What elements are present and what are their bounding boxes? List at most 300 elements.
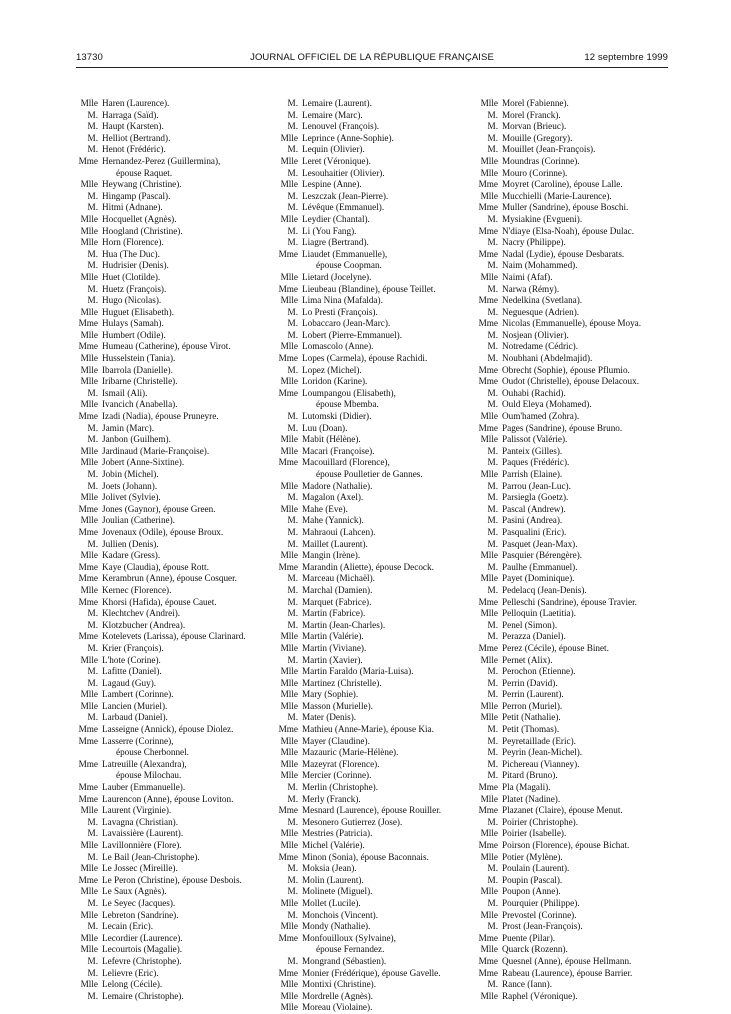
person-name: Pasquier (Bérengère).	[502, 550, 583, 561]
civility-title: M.	[487, 492, 498, 503]
name-entry	[276, 1002, 476, 1014]
person-name: Nadal (Lydie), épouse Desbarats.	[502, 248, 625, 259]
civility-title: M.	[487, 816, 498, 827]
person-name: Kernec (Florence).	[102, 584, 172, 595]
person-name: Izadi (Nadia), épouse Pruneyre.	[102, 411, 219, 422]
civility-title: Mlle	[480, 793, 498, 804]
name-entry	[76, 550, 276, 562]
person-name: épouse Fernandez.	[316, 944, 385, 955]
civility-title: M.	[287, 782, 298, 793]
person-name: Monfouilloux (Sylvaine),	[302, 932, 396, 943]
civility-title: M.	[287, 364, 298, 375]
civility-title: M.	[287, 144, 298, 155]
name-entry	[476, 121, 676, 133]
civility-title: M.	[487, 677, 498, 688]
civility-title: M.	[287, 526, 298, 537]
name-entry	[76, 527, 276, 539]
name-entry	[476, 712, 676, 724]
person-name: Moksia (Jean).	[302, 863, 357, 874]
name-entry	[276, 794, 476, 806]
civility-title: M.	[287, 608, 298, 619]
name-entry	[476, 446, 676, 458]
civility-title: Mlle	[80, 353, 98, 364]
person-name: Poirier (Isabelle).	[502, 828, 567, 839]
person-name: Mouillet (Jean-François).	[502, 144, 596, 155]
person-name: Lobert (Pierre-Emmanuel).	[302, 329, 402, 340]
civility-title: M.	[487, 457, 498, 468]
name-entry	[276, 828, 476, 840]
person-name: Hitmi (Adnane).	[102, 202, 163, 213]
person-name: Mahe (Eve).	[302, 503, 348, 514]
person-name: Palissot (Valérie).	[502, 434, 568, 445]
person-name: Pernet (Alix).	[502, 654, 553, 665]
person-name: Marceau (Michaël).	[302, 573, 375, 584]
civility-title: M.	[487, 283, 498, 294]
person-name: Jullien (Denis).	[102, 538, 159, 549]
civility-title: Mlle	[80, 98, 98, 108]
person-name: Pla (Magali).	[502, 782, 551, 793]
civility-title: Mme	[278, 457, 298, 468]
civility-title: Mlle	[280, 271, 298, 282]
person-name: Marchal (Damien).	[302, 584, 373, 595]
name-entry	[76, 852, 276, 864]
civility-title: M.	[487, 306, 498, 317]
person-name: Lévêque (Emmanuel).	[302, 202, 385, 213]
name-entry	[76, 492, 276, 504]
name-entry	[276, 260, 476, 272]
person-name: Krier (François).	[102, 642, 164, 653]
person-name: Lequin (Olivier).	[302, 144, 365, 155]
civility-title: M.	[487, 353, 498, 364]
person-name: Pitard (Bruno).	[502, 770, 558, 781]
name-entry	[476, 898, 676, 910]
name-entry	[476, 643, 676, 655]
civility-title: Mlle	[80, 179, 98, 190]
civility-title: M.	[487, 747, 498, 758]
name-entry	[276, 933, 476, 945]
person-name: Monier (Frédérique), épouse Gavelle.	[302, 967, 441, 978]
name-column-3	[476, 98, 676, 1002]
civility-title: Mlle	[280, 503, 298, 514]
person-name: Lesouhaitier (Olivier).	[302, 167, 385, 178]
name-entry	[276, 376, 476, 388]
civility-title: Mlle	[280, 132, 298, 143]
civility-title: M.	[87, 480, 98, 491]
person-name: Leprince (Anne-Sophie).	[302, 132, 394, 143]
name-entry	[76, 481, 276, 493]
civility-title: M.	[487, 260, 498, 271]
name-entry	[276, 550, 476, 562]
person-name: Quesnel (Anne), épouse Hellmann.	[502, 955, 632, 966]
name-entry	[276, 573, 476, 585]
person-name: Heywang (Christine).	[102, 179, 182, 190]
name-entry	[476, 388, 676, 400]
civility-title: M.	[87, 260, 98, 271]
person-name: Mary (Sophie).	[302, 689, 359, 700]
name-entry	[76, 794, 276, 806]
name-entry	[476, 133, 676, 145]
person-name: Parsiegla (Goetz).	[502, 492, 569, 503]
person-name: Le Saux (Agnès).	[102, 886, 167, 897]
civility-title: Mlle	[480, 654, 498, 665]
person-name: Poirier (Christophe).	[502, 816, 579, 827]
person-name: Masson (Murielle).	[302, 700, 373, 711]
name-entry	[76, 828, 276, 840]
person-name: Ivancich (Anabella).	[102, 399, 178, 410]
person-name: Mysiakine (Evgueni).	[502, 213, 583, 224]
civility-title: M.	[487, 329, 498, 340]
name-entry	[276, 620, 476, 632]
person-name: Macari (Françoise).	[302, 445, 375, 456]
civility-title: Mlle	[80, 654, 98, 665]
person-name: Liagre (Bertrand).	[302, 237, 369, 248]
person-name: Ouhabi (Rachid).	[502, 387, 566, 398]
name-entry	[476, 539, 676, 551]
person-name: Perrin (David).	[502, 677, 558, 688]
name-entry	[76, 678, 276, 690]
person-name: Raphel (Véronique).	[502, 990, 578, 1001]
civility-title: Mlle	[280, 666, 298, 677]
person-name: Rabeau (Laurence), épouse Barrier.	[502, 967, 633, 978]
name-entry	[76, 712, 276, 724]
person-name: Plazanet (Claire), épouse Menut.	[502, 805, 623, 816]
person-name: Poupon (Anne).	[502, 886, 561, 897]
name-entry	[276, 469, 476, 481]
person-name: Lambert (Corinne).	[102, 689, 174, 700]
name-entry	[76, 573, 276, 585]
person-name: Pasquet (Jean-Max).	[502, 538, 578, 549]
name-entry	[76, 469, 276, 481]
civility-title: Mlle	[280, 897, 298, 908]
name-entry	[76, 237, 276, 249]
civility-title: Mme	[78, 724, 98, 735]
civility-title: M.	[87, 816, 98, 827]
civility-title: M.	[287, 886, 298, 897]
name-entry	[76, 226, 276, 238]
civility-title: Mme	[278, 283, 298, 294]
person-name: Pichereau (Vianney).	[502, 758, 580, 769]
person-name: Mahe (Yannick).	[302, 515, 364, 526]
person-name: Pourquier (Philippe).	[502, 897, 580, 908]
name-entry	[276, 666, 476, 678]
name-entry	[276, 991, 476, 1003]
name-entry	[476, 655, 676, 667]
name-entry	[476, 701, 676, 713]
name-entry	[76, 121, 276, 133]
person-name: Moreau (Violaine).	[302, 1002, 373, 1013]
name-entry	[276, 979, 476, 991]
name-entry	[476, 736, 676, 748]
civility-title: M.	[487, 561, 498, 572]
civility-title: M.	[487, 863, 498, 874]
person-name: Liaudet (Emmanuelle),	[302, 248, 388, 259]
name-entry	[476, 991, 676, 1003]
person-name: Rance (Iann).	[502, 979, 552, 990]
name-entry	[276, 226, 476, 238]
civility-title: Mlle	[480, 828, 498, 839]
civility-title: Mme	[478, 376, 498, 387]
civility-title: M.	[87, 990, 98, 1001]
civility-title: M.	[487, 631, 498, 642]
person-name: Luu (Doan).	[302, 422, 348, 433]
civility-title: M.	[287, 492, 298, 503]
name-entry	[276, 330, 476, 342]
person-name: Nicolas (Emmanuelle), épouse Moya.	[502, 318, 642, 329]
person-name: épouse Cherbonnel.	[116, 747, 189, 758]
civility-title: Mlle	[80, 329, 98, 340]
name-entry	[276, 156, 476, 168]
civility-title: Mme	[478, 967, 498, 978]
civility-title: Mlle	[80, 399, 98, 410]
name-entry	[76, 562, 276, 574]
civility-title: M.	[487, 341, 498, 352]
name-entry	[76, 341, 276, 353]
name-entry	[476, 794, 676, 806]
person-name: Ismail (Ali).	[102, 387, 148, 398]
person-name: Mesonero Gutierrez (Jose).	[302, 816, 403, 827]
name-entry	[476, 214, 676, 226]
name-entry	[476, 168, 676, 180]
name-entry	[276, 202, 476, 214]
person-name: Notredame (Cédric).	[502, 341, 579, 352]
name-entry	[76, 110, 276, 122]
person-name: Loumpangou (Elisabeth),	[302, 387, 396, 398]
person-name: Moyret (Caroline), épouse Lalle.	[502, 179, 623, 190]
name-entry	[476, 910, 676, 922]
person-name: Lauber (Emmanuelle).	[102, 782, 186, 793]
person-name: Horn (Florence).	[102, 237, 164, 248]
name-entry	[476, 237, 676, 249]
name-entry	[276, 249, 476, 261]
person-name: N'diaye (Elsa-Noah), épouse Dulac.	[502, 225, 635, 236]
person-name: Nosjean (Olivier).	[502, 329, 569, 340]
civility-title: M.	[87, 921, 98, 932]
civility-title: M.	[487, 121, 498, 132]
name-entry	[276, 121, 476, 133]
civility-title: M.	[87, 132, 98, 143]
person-name: Puente (Pilar).	[502, 932, 556, 943]
civility-title: Mlle	[80, 805, 98, 816]
name-entry	[476, 527, 676, 539]
name-entry	[476, 318, 676, 330]
civility-title: M.	[287, 411, 298, 422]
civility-title: Mme	[78, 793, 98, 804]
name-entry	[276, 956, 476, 968]
person-name: Leszczak (Jean-Pierre).	[302, 190, 389, 201]
name-entry	[76, 724, 276, 736]
name-entry	[476, 817, 676, 829]
civility-title: Mlle	[80, 944, 98, 955]
name-entry	[476, 307, 676, 319]
civility-title: M.	[487, 770, 498, 781]
person-name: Kaye (Claudia), épouse Rott.	[102, 561, 209, 572]
civility-title: Mlle	[80, 863, 98, 874]
name-entry	[276, 307, 476, 319]
page-header	[76, 52, 668, 66]
name-entry	[276, 805, 476, 817]
civility-title: M.	[287, 515, 298, 526]
person-name: Lancien (Muriel).	[102, 700, 168, 711]
civility-title: M.	[487, 758, 498, 769]
civility-title: M.	[87, 434, 98, 445]
civility-title: M.	[87, 190, 98, 201]
name-entry	[276, 539, 476, 551]
civility-title: Mlle	[480, 155, 498, 166]
civility-title: Mme	[78, 596, 98, 607]
person-name: Lasserre (Corinne),	[102, 735, 174, 746]
civility-title: M.	[287, 863, 298, 874]
civility-title: M.	[87, 121, 98, 132]
civility-title: Mme	[478, 179, 498, 190]
person-name: Kadare (Gress).	[102, 550, 161, 561]
name-entry	[276, 875, 476, 887]
civility-title: M.	[487, 666, 498, 677]
person-name: épouse Milochau.	[116, 770, 182, 781]
person-name: Mestries (Patricia).	[302, 828, 373, 839]
name-entry	[76, 457, 276, 469]
civility-title: Mme	[278, 724, 298, 735]
name-entry	[76, 608, 276, 620]
civility-title: Mlle	[280, 445, 298, 456]
name-entry	[76, 423, 276, 435]
name-entry	[76, 179, 276, 191]
civility-title: M.	[287, 225, 298, 236]
name-entry	[476, 678, 676, 690]
person-name: Mucchielli (Marie-Laurence).	[502, 190, 612, 201]
civility-title: Mme	[478, 295, 498, 306]
civility-title: Mlle	[480, 700, 498, 711]
civility-title: M.	[287, 538, 298, 549]
civility-title: Mlle	[80, 213, 98, 224]
civility-title: Mlle	[480, 271, 498, 282]
name-entry	[76, 144, 276, 156]
civility-title: Mlle	[80, 550, 98, 561]
person-name: Mangin (Irène).	[302, 550, 361, 561]
name-entry	[276, 527, 476, 539]
civility-title: M.	[487, 132, 498, 143]
person-name: Pedelacq (Jean-Denis).	[502, 584, 587, 595]
person-name: Lietard (Jocelyne).	[302, 271, 372, 282]
name-entry	[476, 666, 676, 678]
person-name: Huet (Clotilde).	[102, 271, 161, 282]
person-name: Mabit (Hélène).	[302, 434, 361, 445]
name-entry	[276, 481, 476, 493]
name-entry	[476, 886, 676, 898]
name-entry	[76, 944, 276, 956]
name-entry	[76, 585, 276, 597]
name-entry	[276, 295, 476, 307]
civility-title: Mme	[78, 735, 98, 746]
civility-title: Mme	[78, 561, 98, 572]
person-name: Perazza (Daniel).	[502, 631, 566, 642]
person-name: Naim (Mohammed).	[502, 260, 578, 271]
civility-title: Mlle	[80, 840, 98, 850]
name-entry	[76, 620, 276, 632]
person-name: Huetz (François).	[102, 283, 167, 294]
name-entry	[76, 376, 276, 388]
person-name: Mayer (Claudine).	[302, 735, 370, 746]
name-entry	[476, 202, 676, 214]
civility-title: M.	[87, 677, 98, 688]
person-name: Mathieu (Anne-Marie), épouse Kia.	[302, 724, 434, 735]
person-name: Kerambrun (Anne), épouse Cosquer.	[102, 573, 237, 584]
name-entry	[76, 886, 276, 898]
civility-title: M.	[287, 584, 298, 595]
civility-title: Mme	[278, 851, 298, 862]
name-entry	[476, 249, 676, 261]
name-entry	[476, 434, 676, 446]
civility-title: Mlle	[480, 167, 498, 178]
civility-title: M.	[487, 237, 498, 248]
page-number: 13730	[76, 52, 103, 63]
name-entry	[476, 411, 676, 423]
person-name: L'hote (Corine).	[102, 654, 161, 665]
civility-title: Mlle	[280, 677, 298, 688]
name-entry	[76, 956, 276, 968]
name-entry	[276, 388, 476, 400]
person-name: Lopez (Michel).	[302, 364, 362, 375]
civility-title: M.	[487, 503, 498, 514]
civility-title: M.	[487, 480, 498, 491]
person-name: Magalon (Axel).	[302, 492, 364, 503]
civility-title: M.	[487, 399, 498, 410]
person-name: Platet (Nadine).	[502, 793, 561, 804]
name-entry	[76, 805, 276, 817]
person-name: Pelleschi (Sandrine), épouse Travier.	[502, 596, 637, 607]
civility-title: M.	[487, 387, 498, 398]
person-name: Penel (Simon).	[502, 619, 558, 630]
civility-title: M.	[287, 909, 298, 920]
civility-title: Mme	[478, 248, 498, 259]
person-name: Lavaissière (Laurent).	[102, 828, 184, 839]
civility-title: M.	[87, 642, 98, 653]
name-entry	[76, 504, 276, 516]
name-entry	[276, 214, 476, 226]
civility-title: Mlle	[480, 469, 498, 479]
person-name: Helliot (Bertrand).	[102, 132, 171, 143]
person-name: Hua (The Duc).	[102, 248, 160, 259]
civility-title: Mlle	[280, 689, 298, 700]
name-entry	[76, 817, 276, 829]
civility-title: M.	[287, 955, 298, 966]
civility-title: M.	[287, 422, 298, 433]
person-name: Lecourtois (Magalie).	[102, 944, 183, 955]
civility-title: M.	[287, 329, 298, 340]
name-entry	[476, 863, 676, 875]
name-entry	[276, 944, 476, 956]
civility-title: M.	[87, 955, 98, 966]
civility-title: M.	[87, 967, 98, 978]
civility-title: Mme	[478, 318, 498, 329]
name-entry	[276, 678, 476, 690]
person-name: Petit (Thomas).	[502, 724, 560, 735]
person-name: Peyrin (Jean-Michel).	[502, 747, 583, 758]
civility-title: M.	[487, 735, 498, 746]
name-entry	[276, 562, 476, 574]
person-name: Madore (Nathalie).	[302, 480, 373, 491]
name-entry	[276, 608, 476, 620]
person-name: Jamin (Marc).	[102, 422, 155, 433]
name-entry	[476, 956, 676, 968]
journal-title: JOURNAL OFFICIEL DE LA RÉPUBLIQUE FRANÇAISE	[250, 52, 494, 63]
person-name: Nedelkina (Svetlana).	[502, 295, 583, 306]
civility-title: Mlle	[280, 1002, 298, 1013]
person-name: Jovenaux (Odile), épouse Broux.	[102, 526, 224, 537]
civility-title: Mme	[78, 758, 98, 769]
name-entry	[76, 365, 276, 377]
person-name: Leret (Véronique).	[302, 155, 371, 166]
name-entry	[76, 168, 276, 180]
